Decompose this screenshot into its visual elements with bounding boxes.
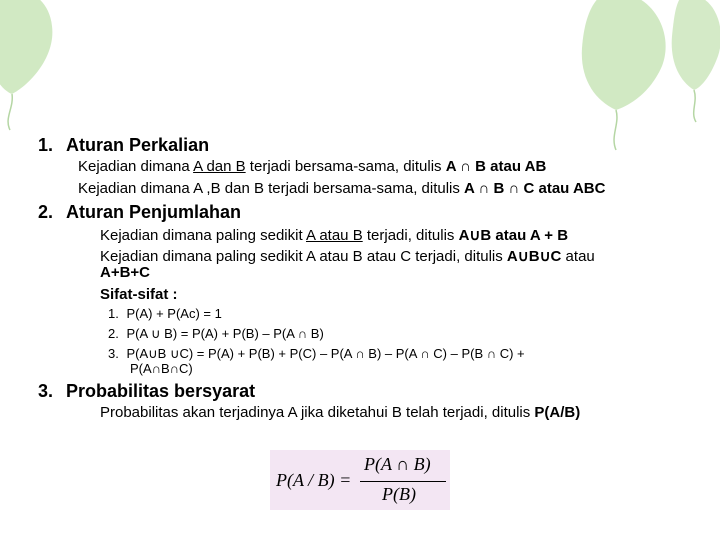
section3-heading [38, 381, 255, 402]
section2-line1 [100, 226, 568, 244]
s1l2-pre: Kejadian dimana A ,B dan B terjadi bersama-sama, ditulis [78, 180, 465, 197]
property-number: 1. [108, 306, 119, 321]
s2l1-bold: A∪B atau A + B [458, 227, 569, 244]
property-item [108, 326, 324, 342]
section1-heading [38, 135, 209, 156]
section1-number: 1. [38, 135, 54, 155]
property-text: P(A ∪ B) = P(A) + P(B) – P(A ∩ B) [126, 326, 324, 341]
property3-continuation: P(A∩B∩C) [130, 361, 193, 376]
s2l1-underlined: A atau B [305, 227, 363, 244]
section2-title: Aturan Penjumlahan [66, 202, 242, 222]
s3l1-bold: P(A/B) [534, 404, 581, 421]
conditional-probability-formula [270, 450, 450, 510]
section2-heading [38, 202, 241, 223]
s2l2-bold: A∪B∪C [506, 248, 562, 265]
section2-line2b: A+B+C [100, 264, 151, 281]
s1l1-underlined: A dan B [193, 158, 246, 175]
section1-title: Aturan Perkalian [66, 135, 210, 155]
section2-line2 [100, 247, 595, 265]
s1l1-post: terjadi bersama-sama, ditulis [245, 158, 446, 175]
balloon-top-left-icon [0, 0, 52, 130]
section2-number: 2. [38, 202, 54, 222]
s2l2-pre: Kejadian dimana paling sedikit A atau B atau C terjadi, ditulis [100, 248, 507, 265]
section1-line2 [78, 180, 605, 197]
s2l1-post: terjadi, ditulis [362, 227, 459, 244]
property-text: P(A∪B ∪C) = P(A) + P(B) + P(C) – P(A ∩ B) – P(A ∩ C) – P(B ∩ C) + [126, 346, 525, 361]
balloon-top-right-small-icon [672, 0, 720, 122]
s1l2-bold: A ∩ B ∩ C atau ABC [464, 180, 606, 197]
section3-title: Probabilitas bersyarat [66, 381, 256, 401]
section1-line1 [78, 158, 546, 175]
properties-label: Sifat-sifat : [100, 286, 178, 303]
formula-denominator: P(B) [382, 484, 416, 504]
formula-lhs: P(A / B) = [276, 470, 352, 490]
s1l1-bold: A ∩ B atau AB [445, 158, 547, 175]
property-number: 3. [108, 346, 119, 361]
fraction-bar [360, 481, 446, 482]
s2l1-pre: Kejadian dimana paling sedikit [100, 227, 306, 244]
section3-line1 [100, 404, 580, 421]
s2l2-post: atau [561, 248, 595, 265]
balloon-top-right-large-icon [582, 0, 666, 150]
property-item [108, 306, 222, 321]
s3l1-pre: Probabilitas akan terjadinya A jika diketahui B telah terjadi, ditulis [100, 404, 535, 421]
property-item [108, 346, 525, 362]
property-text: P(A) + P(Ac) = 1 [126, 306, 222, 321]
s1l1-pre: Kejadian dimana [78, 158, 194, 175]
section3-number: 3. [38, 381, 54, 401]
formula-numerator: P(A ∩ B) [364, 454, 431, 474]
property-number: 2. [108, 326, 119, 341]
